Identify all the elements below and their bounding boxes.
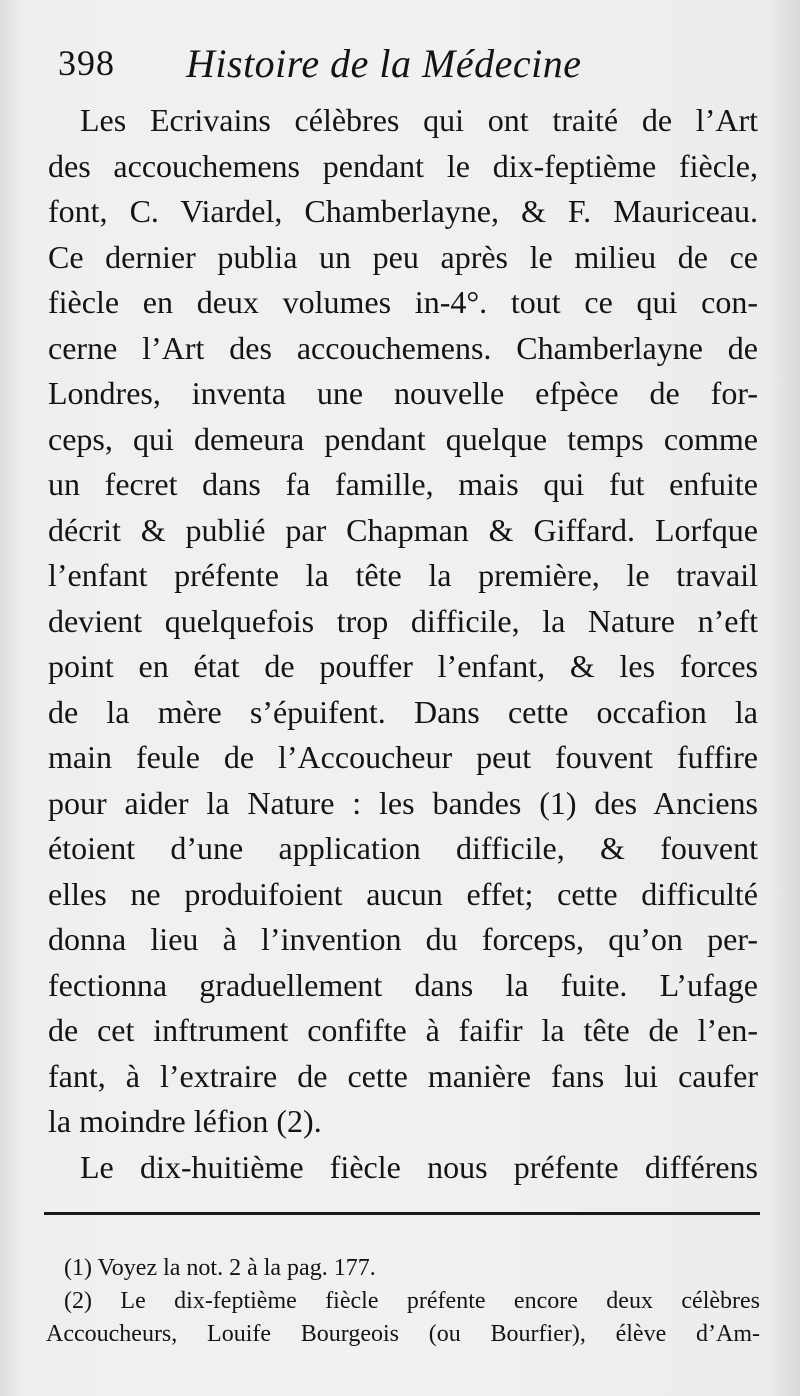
page-header: [58, 36, 758, 96]
footnote-line: (2) Le dix-feptième fiècle préfente encore deux célèbres: [64, 1288, 760, 1314]
text-line: Les Ecrivains célèbres qui ont traité de l’Art: [80, 102, 758, 138]
text-line: main feule de l’Accoucheur peut fouvent fuffire: [48, 739, 758, 775]
text-line: font, C. Viardel, Chamberlayne, & F. Mauriceau.: [48, 193, 758, 229]
footnotes: [46, 1252, 760, 1351]
footnote-divider: [44, 1212, 760, 1215]
text-line: des accouchemens pendant le dix-feptième fiècle,: [48, 147, 758, 184]
text-line: elles ne produifoient aucun effet; cette difficulté: [48, 875, 758, 912]
text-line: de cet inftrument confifte à faifir la tête de l’en-: [48, 1012, 758, 1048]
page-number: 398: [58, 43, 115, 83]
text-line: étoient d’une application difficile, & fouvent: [48, 830, 758, 866]
text-line: la moindre léfion (2).: [48, 1103, 322, 1139]
text-line: Le dix-huitième fiècle nous préfente différens: [80, 1148, 758, 1185]
footnote-line: (1) Voyez la not. 2 à la pag. 177.: [64, 1255, 376, 1281]
body-text: [48, 98, 758, 1190]
text-line: fiècle en deux volumes in-4°. tout ce qui con-: [48, 284, 758, 320]
text-line: donna lieu à l’invention du forceps, qu’on per-: [48, 921, 758, 957]
text-line: ceps, qui demeura pendant quelque temps comme: [48, 420, 758, 457]
text-line: fectionna graduellement dans la fuite. L’ufage: [48, 966, 758, 1003]
text-line: de la mère s’épuifent. Dans cette occafion la: [48, 693, 758, 730]
text-line: fant, à l’extraire de cette manière fans lui caufer: [48, 1057, 758, 1094]
text-line: devient quelquefois trop difficile, la Nature n’eft: [48, 602, 758, 639]
running-title: Histoire de la Médecine: [186, 41, 582, 86]
text-line: Ce dernier publia un peu après le milieu de ce: [48, 238, 758, 275]
text-line: point en état de pouffer l’enfant, & les forces: [48, 648, 758, 684]
text-line: l’enfant préfente la tête la première, le travail: [48, 557, 758, 593]
text-line: pour aider la Nature : les bandes (1) des Anciens: [48, 784, 758, 821]
text-line: décrit & publié par Chapman & Giffard. Lorfque: [48, 511, 758, 548]
text-line: Londres, inventa une nouvelle efpèce de for-: [48, 375, 758, 411]
footnote-line: Accoucheurs, Louife Bourgeois (ou Bourfier), élève d’Am-: [46, 1321, 760, 1347]
text-line: un fecret dans fa famille, mais qui fut enfuite: [48, 466, 758, 502]
text-line: cerne l’Art des accouchemens. Chamberlayne de: [48, 329, 758, 366]
